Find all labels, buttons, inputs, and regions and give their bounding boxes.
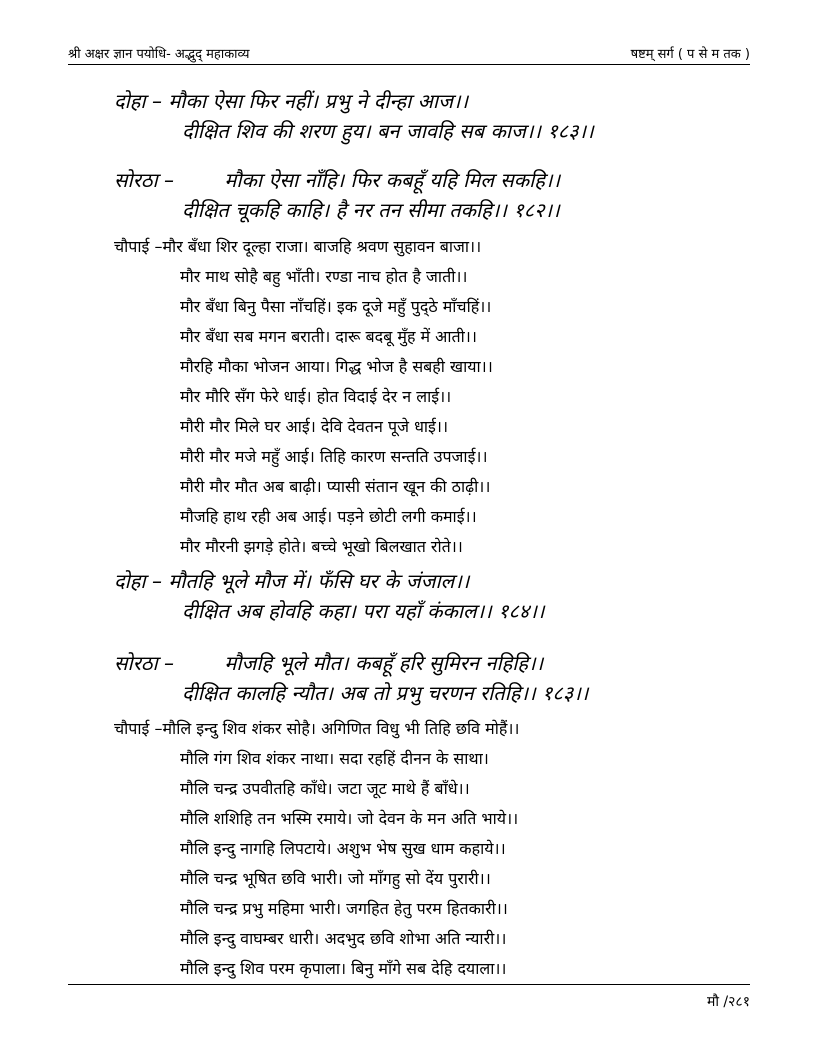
verse-line: मौर माथ सोहै बहु भाँती। रण्डा नाच होत है जाती।। bbox=[180, 267, 468, 286]
verse-line: मौर बँधा बिनु पैसा नाँचहिं। इक दूजे महुँ पुद्ठे माँचहिं।। bbox=[180, 297, 492, 316]
sortha-block-2 bbox=[114, 648, 588, 708]
verse-line: मौजहि हाथ रही अब आई। पड़ने छोटी लगी कमाई।। bbox=[180, 507, 477, 526]
verse-line bbox=[114, 165, 560, 195]
verse-line: मौर बँधा सब मगन बराती। दारू बदबू मुँह में आती।। bbox=[180, 327, 477, 346]
verse-line: मौलि चन्द्र भूषित छवि भारी। जो माँगहु सो देंय पुरारी।। bbox=[180, 869, 491, 888]
verse-text: मौका ऐसा नाँहि। फिर कबहूँ यहि मिल सकहि।। bbox=[224, 168, 561, 192]
verse-text: मौर बँधा शिर दूल्हा राजा। बाजहि श्रवण सुहावन बाजा।। bbox=[162, 237, 482, 256]
verse-text: मौका ऐसा फिर नहीं। प्रभु ने दीन्हा आज।। bbox=[168, 89, 469, 113]
verse-text: मौजहि भूले मौत। कबहूँ हरि सुमिरन नहिहि।। bbox=[224, 651, 544, 675]
verse-line: दीक्षित चूकहि काहि। है नर तन सीमा तकहि।। १८२।। bbox=[182, 198, 560, 222]
chaupai-block-1 bbox=[114, 232, 493, 562]
verse-label: सोरठा – bbox=[114, 651, 175, 675]
doha-block-2 bbox=[114, 566, 544, 626]
verse-line: मौलि इन्दु नागहि लिपटाये। अशुभ भेष सुख धाम कहाये।। bbox=[180, 839, 506, 858]
verse-line: मौरी मौर मौत अब बाढ़ी। प्यासी संतान खून की ठाढ़ी।। bbox=[180, 477, 491, 496]
verse-line bbox=[114, 566, 544, 596]
verse-line: दीक्षित अब होवहि कहा। परा यहाँ कंकाल।। १८४।। bbox=[182, 599, 545, 623]
verse-label: दोहा – bbox=[114, 569, 162, 593]
verse-text: मौतहि भूले मौज में। फँसि घर के जंजाल।। bbox=[168, 569, 470, 593]
verse-label: दोहा – bbox=[114, 89, 162, 113]
page-number: मौ /२८१ bbox=[706, 994, 750, 1010]
verse-label: चौपाई – bbox=[114, 719, 163, 738]
verse-line: दीक्षित कालहि न्यौत। अब तो प्रभु चरणन रतिहि।। १८३।। bbox=[182, 681, 589, 705]
verse-label: सोरठा – bbox=[114, 168, 175, 192]
header-divider bbox=[68, 64, 750, 65]
verse-line: मौलि चन्द्र प्रभु महिमा भारी। जगहित हेतु परम हितकारी।। bbox=[180, 899, 508, 918]
verse-line: मौलि शशिहि तन भस्मि रमाये। जो देवन के मन अति भाये।। bbox=[180, 809, 519, 828]
verse-line: मौर मौरनी झगड़े होते। बच्चे भूखो बिलखात रोते।। bbox=[180, 537, 463, 556]
footer-divider bbox=[68, 984, 750, 985]
verse-line: मौरी मौर मजे महुँ आई। तिहि कारण सन्तति उपजाई।। bbox=[180, 447, 488, 466]
verse-label: चौपाई – bbox=[114, 237, 163, 256]
verse-line bbox=[114, 648, 588, 678]
verse-line: मौलि चन्द्र उपवीतहि काँधे। जटा जूट माथे हैं बाँधे।। bbox=[180, 779, 470, 798]
verse-text: मौलि इन्दु शिव शंकर सोहै। अगिणित विधु भी तिहि छवि मोहैं।। bbox=[162, 719, 520, 738]
verse-line bbox=[114, 86, 594, 116]
verse-line: मौरी मौर मिले घर आई। देवि देवतन पूजे धाई।। bbox=[180, 417, 449, 436]
book-title: श्री अक्षर ज्ञान पयोधि- अद्भुद् महाकाव्य bbox=[68, 47, 250, 62]
chapter-title: षष्टम् सर्ग ( प से म तक ) bbox=[630, 47, 750, 62]
verse-line: मौर मौरि सँग फेरे धाई। होत विदाई देर न लाई।। bbox=[180, 387, 452, 406]
verse-line bbox=[114, 714, 519, 744]
chaupai-block-2 bbox=[114, 714, 519, 984]
page-header bbox=[68, 40, 750, 64]
verse-line: मौलि इन्दु वाघम्बर धारी। अदभुद छवि शोभा अति न्यारी।। bbox=[180, 929, 507, 948]
verse-line: मौलि इन्दु शिव परम कृपाला। बिनु माँगे सब देहि दयाला।। bbox=[180, 959, 507, 978]
verse-line: दीक्षित शिव की शरण हुय। बन जावहि सब काज।। १८३।। bbox=[182, 119, 594, 143]
verse-line: मौलि गंग शिव शंकर नाथा। सदा रहहिं दीनन के साथा। bbox=[180, 749, 489, 768]
verse-line: मौरहि मौका भोजन आया। गिद्ध भोज है सबही खाया।। bbox=[180, 357, 493, 376]
doha-block-1 bbox=[114, 86, 594, 146]
sortha-block-1 bbox=[114, 165, 560, 225]
verse-line bbox=[114, 232, 493, 262]
